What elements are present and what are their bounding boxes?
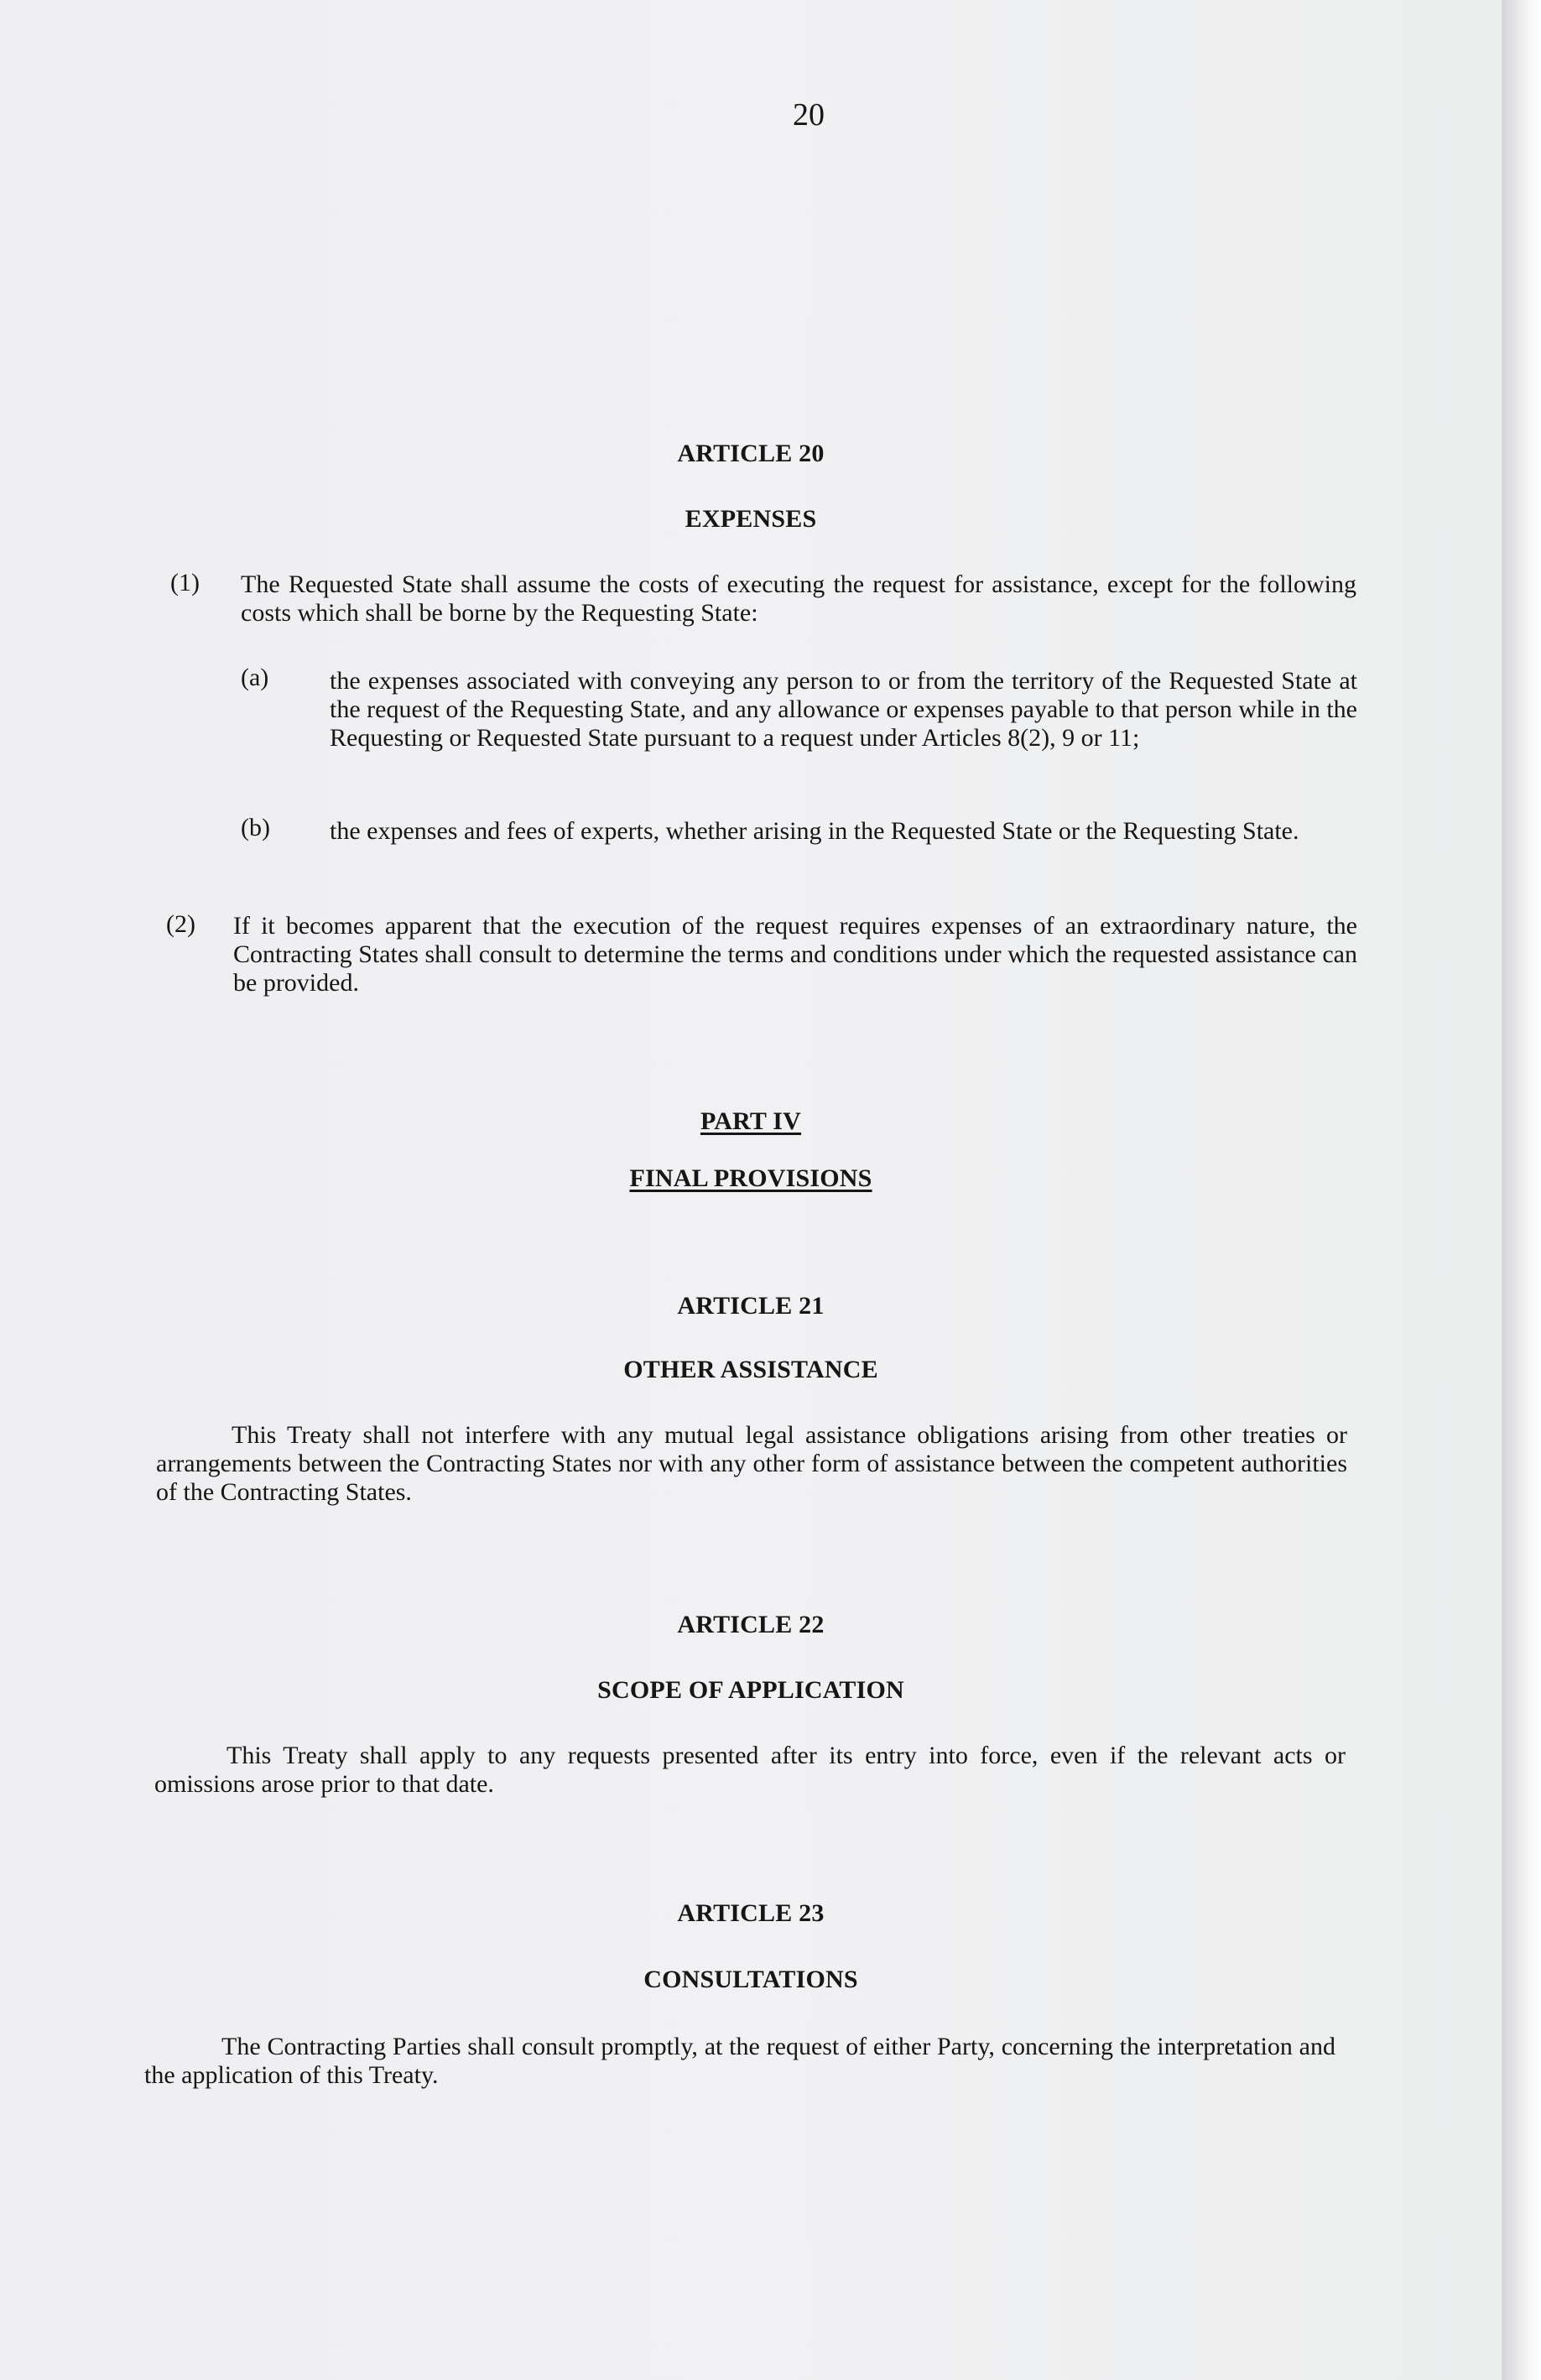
part-iv-title: FINAL PROVISIONS <box>629 1164 872 1192</box>
paragraph-2-marker: (2) <box>166 910 195 938</box>
page-number: 20 <box>793 97 825 133</box>
item-b-text: the expenses and fees of experts, whether arising in the Requested State or the Requesting State. <box>330 817 1299 845</box>
article-20-heading: ARTICLE 20 <box>677 440 825 467</box>
item-a-text: the expenses associated with conveying any person to or from the territory of the Requested State at the request of the Requesting State, and any allowance or expenses payable to that person while in the Requesting or Requested State pursuant to a request under Articles 8(2), 9 or 11; <box>330 667 1357 752</box>
article-23-title: CONSULTATIONS <box>643 1966 858 1993</box>
part-iv-label: PART IV <box>700 1107 802 1135</box>
item-a-marker: (a) <box>241 664 269 691</box>
paragraph-1-text: The Requested State shall assume the costs of executing the request for assistance, except for the following costs which shall be borne by the Requesting State: <box>241 570 1356 627</box>
article-22-heading: ARTICLE 22 <box>677 1611 825 1638</box>
article-22-text: This Treaty shall apply to any requests presented after its entry into force, even if the relevant acts or omissions arose prior to that date. <box>154 1742 1346 1798</box>
page-edge <box>1502 0 1541 2380</box>
article-23-text: The Contracting Parties shall consult promptly, at the request of either Party, concerning the interpretation and the application of this Treaty. <box>144 2033 1335 2089</box>
article-23-heading: ARTICLE 23 <box>677 1899 825 1927</box>
paragraph-2-text: If it becomes apparent that the execution of the request requires expenses of an extraordinary nature, the Contracting States shall consult to determine the terms and conditions under which the requested assistance can be provided. <box>233 912 1357 997</box>
item-b-marker: (b) <box>241 814 270 841</box>
article-22-title: SCOPE OF APPLICATION <box>597 1676 904 1704</box>
article-20-title: EXPENSES <box>685 505 817 533</box>
article-21-text: This Treaty shall not interfere with any mutual legal assistance obligations arising from other treaties or arrangements between the Contracting States nor with any other form of assistance between the competent authorities of the Contracting States. <box>156 1421 1347 1506</box>
paragraph-1-marker: (1) <box>170 569 200 596</box>
article-21-heading: ARTICLE 21 <box>677 1292 825 1320</box>
article-21-title: OTHER ASSISTANCE <box>623 1356 878 1383</box>
